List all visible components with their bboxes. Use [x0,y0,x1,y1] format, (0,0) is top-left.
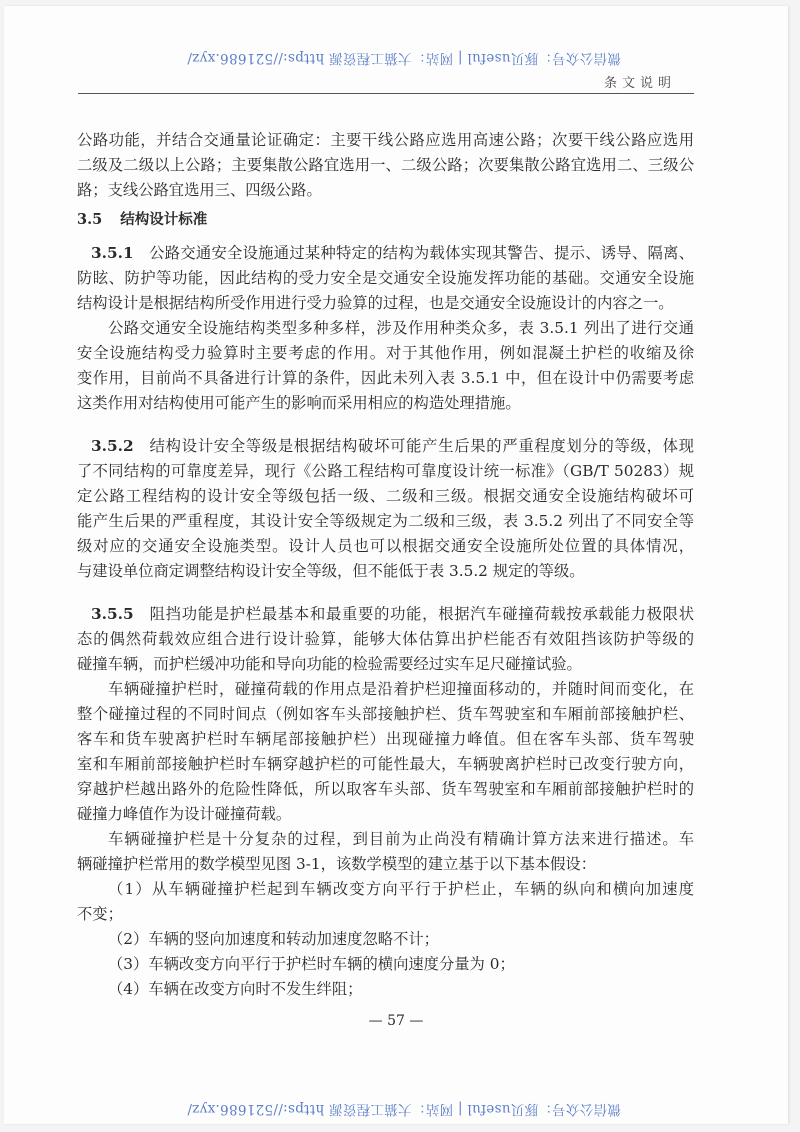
clause-3-5-5 [77,602,694,677]
clause-number: 3.5.5 [91,605,134,623]
text-line: 公路功能，并结合交通量论证确定：主要干线公路应选用高速公路；次要干线公路应选用 [77,131,694,149]
page-number: — 57 — [368,1013,424,1029]
text-line [77,241,694,266]
text-line: 变作用，目前尚不具备进行计算的条件，因此未列入表 3.5.1 中，但在设计中仍需要考虑 [77,369,694,387]
text-line: 定公路工程结构的设计安全等级包括一级、二级和三级。根据交通安全设施结构破坏可 [77,487,694,505]
text-line: 结构设计是根据结构所受作用进行受力验算的过程，也是交通安全设施设计的内容之一。 [77,294,674,312]
body-text [77,128,694,1002]
text-line: 态的偶然荷载效应组合进行设计验算，能够大体估算出护栏能否有效阻挡该防护等级的 [77,630,694,648]
text-line: 不变； [77,905,123,923]
header-rule [78,93,694,94]
document-page [4,6,788,1124]
paragraph [77,952,694,977]
clause-number: 3.5.2 [91,437,134,455]
paragraph [77,316,694,416]
paragraph [77,927,694,952]
section-heading [77,207,694,232]
paragraph [77,877,694,927]
text-line: （1）从车辆碰撞护栏起到车辆改变方向平行于护栏止，车辆的纵向和横向加速度 [108,880,694,898]
clause-text: 公路交通安全设施通过某种特定的结构为载体实现其警告、提示、诱导、隔离、 [148,244,694,262]
text-line: 辆碰撞护栏常用的数学模型见图 3-1，该数学模型的建立基于以下基本假设： [77,855,596,873]
watermark-bottom: 微信公众号：豚贝useful | 网站：大猫工程资源 https://521686.xyz/ [187,1101,621,1117]
text-line: 整个碰撞过程的不同时间点（例如客车头部接触护栏、货车驾驶室和车厢前部接触护栏、 [77,705,694,723]
text-line: 车辆碰撞护栏是十分复杂的过程，到目前为止尚没有精确计算方法来进行描述。车 [108,830,694,848]
text-line [77,602,694,627]
paragraph [77,677,694,827]
clause-text: 阻挡功能是护栏最基本和最重要的功能，根据汽车碰撞荷载按承载能力极限状 [148,605,694,623]
text-line: 防眩、防护等功能，因此结构的受力安全是交通安全设施发挥功能的基础。交通安全设施 [77,269,694,287]
text-line: 客车和货车驶离护栏时车辆尾部接触护栏）出现碰撞力峰值。但在客车头部、货车驾驶 [77,730,694,748]
text-line: 穿越护栏越出路外的危险性降低，所以取客车头部、货车驾驶室和车厢前部接触护栏时的 [77,780,694,798]
running-head: 条文说明 [603,76,676,91]
clause-number: 3.5.1 [91,244,134,262]
text-line [77,434,694,459]
text-line: （4）车辆在改变方向时不发生绊阻； [108,980,363,998]
clause-3-5-2 [77,434,694,584]
clause-text: 结构设计安全等级是根据结构破坏可能产生后果的严重程度划分的等级，体现 [148,437,694,455]
text-line: 碰撞车辆，而护栏缓冲功能和导向功能的检验需要经过实车足尺碰撞试验。 [77,655,582,673]
text-line: （3）车辆改变方向平行于护栏时车辆的横向速度分量为 0； [108,955,515,973]
paragraph [77,977,694,1002]
text-line: 室和车厢前部接触护栏时车辆穿越护栏的可能性最大，车辆驶离护栏时已改变行驶方向， [77,755,694,773]
text-line: 二级及二级以上公路；主要集散公路宜选用一、二级公路；次要集散公路宜选用二、三级公 [77,156,694,174]
text-line: 级对应的交通安全设施类型。设计人员也可以根据交通安全设施所处位置的具体情况， [77,537,694,555]
text-line: 这类作用对结构使用可能产生的影响而采用相应的构造处理措施。 [77,394,521,412]
text-line: 能产生后果的严重程度，其设计安全等级规定为二级和三级，表 3.5.2 列出了不同安全等 [77,512,694,530]
watermark-top: 微信公众号：豚贝useful | 网站：大猫工程资源 https://521686.xyz/ [187,50,621,66]
paragraph [77,827,694,877]
text-line: 公路交通安全设施结构类型多种多样，涉及作用种类众多，表 3.5.1 列出了进行交通 [108,319,694,337]
text-line: 与建设单位商定调整结构设计安全等级，但不能低于表 3.5.2 规定的等级。 [77,562,585,580]
text-line: 了不同结构的可靠度差异，现行《公路工程结构可靠度设计统一标准》（GB/T 50283）规 [77,462,694,480]
section-number: 3.5 [77,211,103,228]
paragraph [77,128,694,203]
text-line: 路；支线公路宜选用三、四级公路。 [77,181,322,199]
text-line: 安全设施结构受力验算时主要考虑的作用。对于其他作用，例如混凝土护栏的收缩及徐 [77,344,694,362]
clause-3-5-1 [77,241,694,316]
section-title: 结构设计标准 [120,211,208,228]
text-line: 碰撞力峰值作为设计碰撞荷载。 [77,805,292,823]
text-line: 车辆碰撞护栏时，碰撞荷载的作用点是沿着护栏迎撞面移动的，并随时间而变化，在 [108,680,694,698]
text-line: （2）车辆的竖向加速度和转动加速度忽略不计； [108,930,439,948]
